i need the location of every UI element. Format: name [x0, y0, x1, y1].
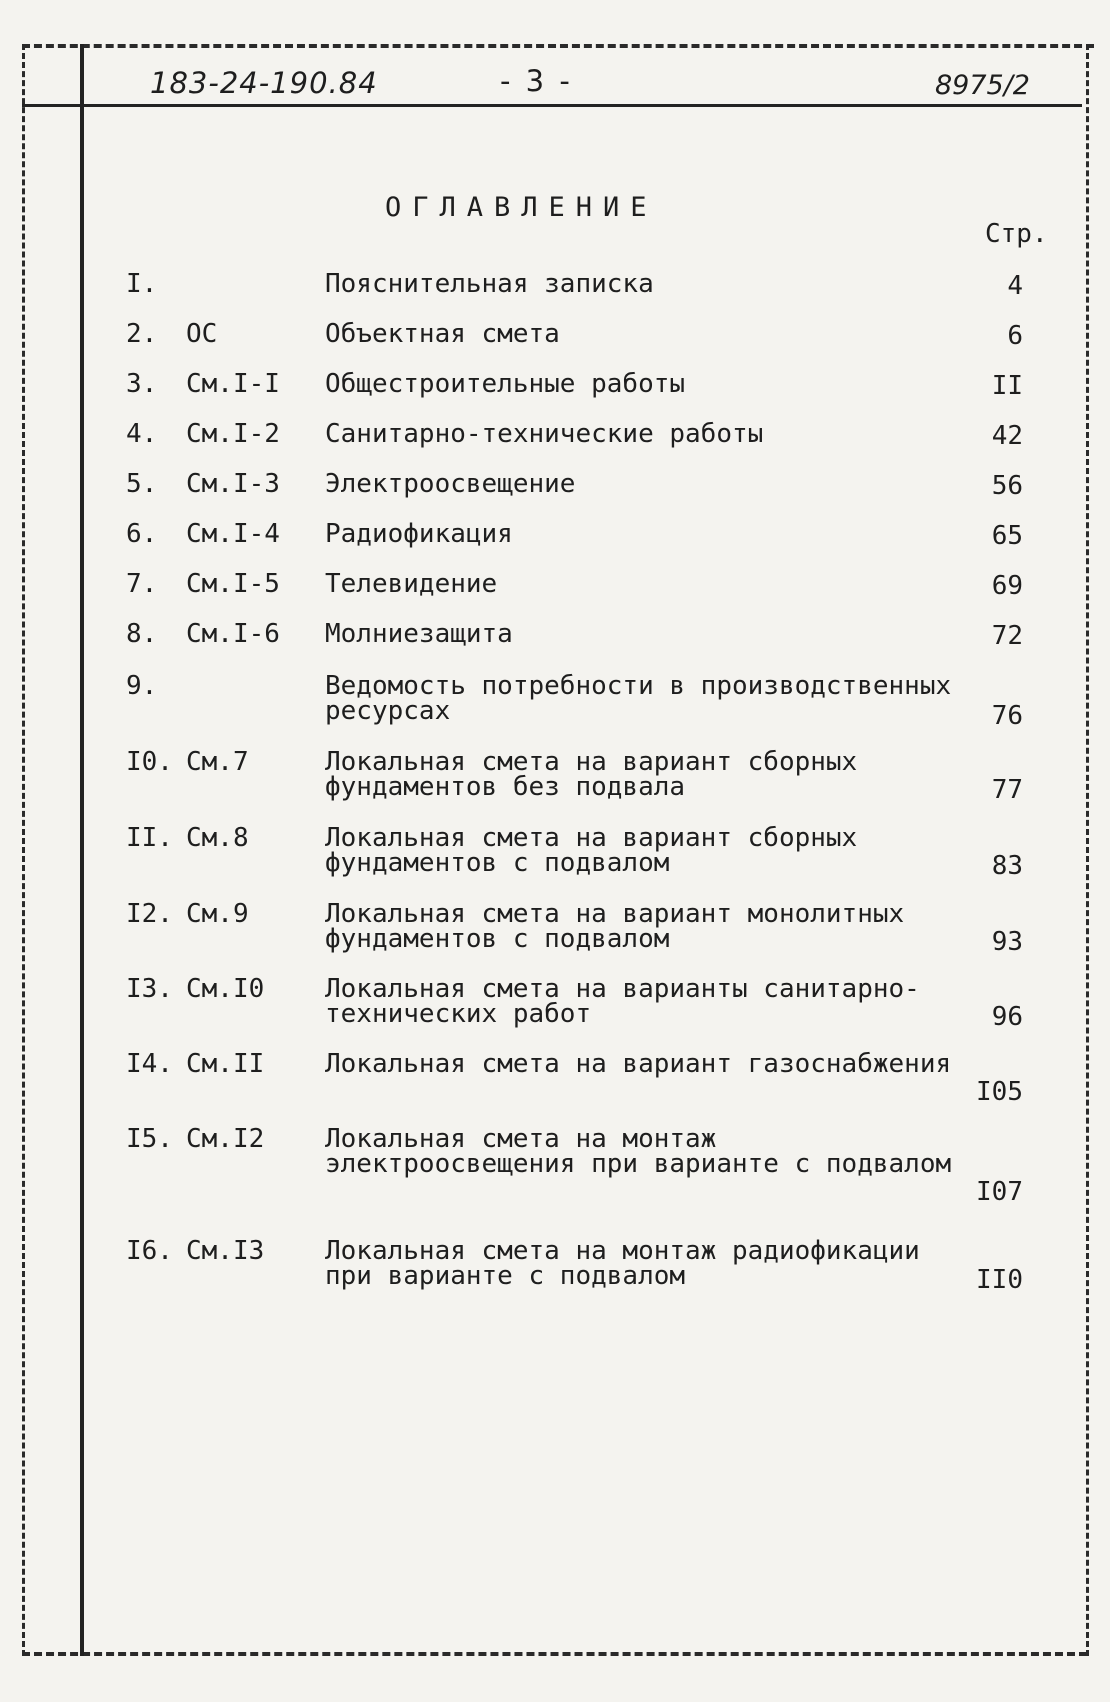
entry-number: I5. — [126, 1124, 173, 1154]
entry-code: См.9 — [186, 899, 249, 929]
entry-page: II — [991, 371, 1023, 401]
entry-title: Локальная смета на вариант сборных фундаментов без подвала — [325, 747, 858, 802]
entry-title: Электроосвещение — [325, 469, 576, 499]
entry-number: 9. — [126, 671, 158, 701]
entry-code: См.I2 — [186, 1124, 265, 1154]
entry-page: 76 — [991, 701, 1023, 731]
entry-page: I07 — [976, 1177, 1023, 1207]
entry-number: I. — [126, 269, 158, 299]
entry-number: I3. — [126, 974, 173, 1004]
entry-title: Локальная смета на вариант монолитных фундаментов с подвалом — [325, 899, 905, 954]
entry-code: См.I-2 — [186, 419, 280, 449]
entry-page: 72 — [991, 621, 1023, 651]
entry-title: Санитарно-технические работы — [325, 419, 764, 449]
entry-page: 69 — [991, 571, 1023, 601]
entry-number: 4. — [126, 419, 158, 449]
entry-code: См.I-5 — [186, 569, 280, 599]
entry-number: I2. — [126, 899, 173, 929]
toc-title: ОГЛАВЛЕНИЕ — [385, 192, 658, 223]
entry-number: 7. — [126, 569, 158, 599]
entry-title: Молниезащита — [325, 619, 513, 649]
entry-title: Локальная смета на вариант газоснабжения — [325, 1049, 952, 1079]
entry-number: 8. — [126, 619, 158, 649]
entry-code: См.7 — [186, 747, 249, 777]
entry-code: См.I3 — [186, 1236, 265, 1266]
entry-page: 83 — [991, 851, 1023, 881]
entry-title: Локальная смета на монтаж электроосвещения при варианте с подвалом — [325, 1124, 952, 1179]
entry-title: Ведомость потребности в производственных ресурсах — [325, 671, 952, 726]
entry-page: 96 — [991, 1002, 1023, 1032]
entry-title: Локальная смета на вариант сборных фундаментов с подвалом — [325, 823, 858, 878]
entry-title: Телевидение — [325, 569, 498, 599]
page-number: - 3 - — [500, 64, 573, 98]
entry-title: Объектная смета — [325, 319, 560, 349]
entry-number: I4. — [126, 1049, 173, 1079]
entry-number: II. — [126, 823, 173, 853]
entry-page: I05 — [976, 1077, 1023, 1107]
entry-page: 77 — [991, 775, 1023, 805]
entry-page: 93 — [991, 927, 1023, 957]
document-code: 183-24-190.84 — [150, 66, 378, 100]
entry-page: 65 — [991, 521, 1023, 551]
entry-page: 6 — [1007, 321, 1023, 351]
entry-title: Радиофикация — [325, 519, 513, 549]
entry-title: Локальная смета на варианты санитарно-технических работ — [325, 974, 920, 1029]
sheet-code: 8975/2 — [935, 70, 1030, 101]
entry-code: См.II — [186, 1049, 265, 1079]
entry-code: См.8 — [186, 823, 249, 853]
page-column-label: Стр. — [985, 219, 1048, 249]
entry-page: 56 — [991, 471, 1023, 501]
entry-number: 6. — [126, 519, 158, 549]
entry-number: 2. — [126, 319, 158, 349]
entry-code: См.I-6 — [186, 619, 280, 649]
entry-title: Локальная смета на монтаж радиофикации при варианте с подвалом — [325, 1236, 920, 1291]
entry-page: 4 — [1007, 271, 1023, 301]
entry-code: См.I-4 — [186, 519, 280, 549]
entry-title: Пояснительная записка — [325, 269, 654, 299]
entry-code: См.I-I — [186, 369, 280, 399]
entry-page: II0 — [976, 1265, 1023, 1295]
entry-code: См.I0 — [186, 974, 265, 1004]
entry-number: 5. — [126, 469, 158, 499]
entry-number: I0. — [126, 747, 173, 777]
entry-title: Общестроительные работы — [325, 369, 686, 399]
entry-code: См.I-3 — [186, 469, 280, 499]
entry-page: 42 — [991, 421, 1023, 451]
entry-number: 3. — [126, 369, 158, 399]
entry-number: I6. — [126, 1236, 173, 1266]
entry-code: ОС — [186, 319, 218, 349]
